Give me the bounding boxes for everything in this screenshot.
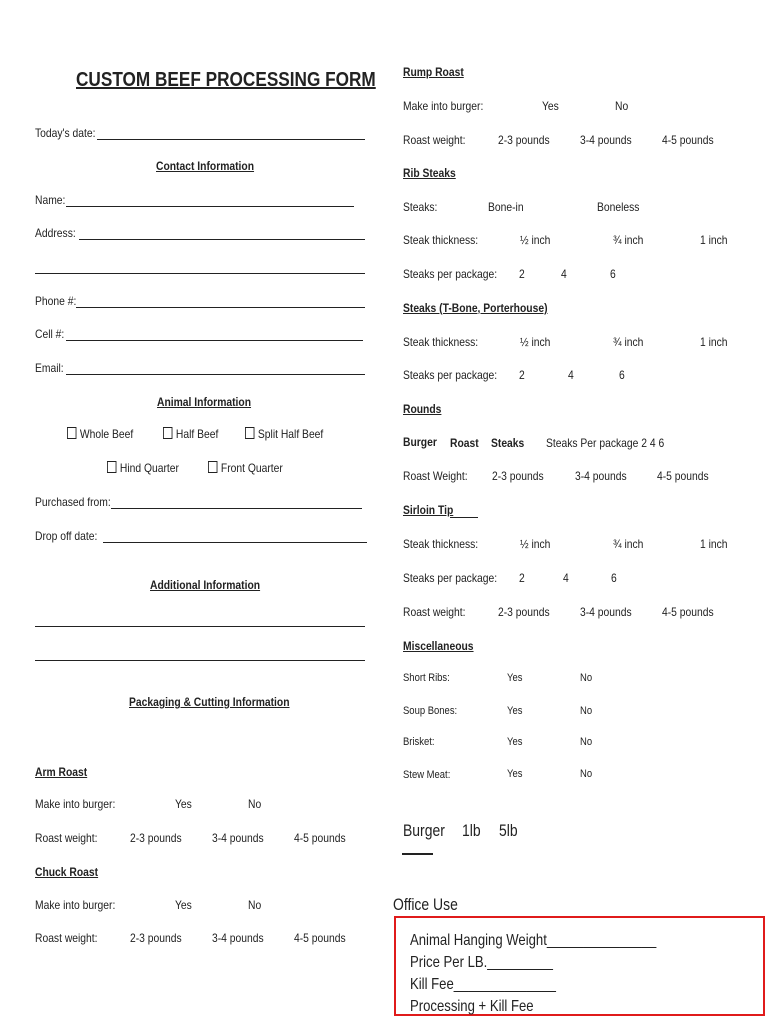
address-label: Address:	[35, 226, 76, 240]
todays-date-label: Today's date:	[35, 126, 96, 140]
whole-beef-option[interactable]: Whole Beef	[67, 427, 133, 441]
sirloin-weight-4-5[interactable]: 4-5 pounds	[662, 605, 714, 619]
arm-burger-no[interactable]: No	[248, 797, 262, 811]
short-ribs-label: Short Ribs:	[403, 672, 450, 684]
chuck-weight-2-3[interactable]: 2-3 pounds	[130, 931, 182, 945]
drop-off-label: Drop off date:	[35, 529, 98, 543]
tbone-thickness-three-quarter[interactable]: ¾ inch	[613, 335, 644, 349]
rib-steaks-heading: Rib Steaks	[403, 166, 456, 180]
tbone-thickness-half[interactable]: ½ inch	[520, 335, 551, 349]
rib-per-pkg-label: Steaks per package:	[403, 267, 498, 281]
packaging-heading: Packaging & Cutting Information	[129, 695, 290, 709]
address-field[interactable]	[79, 239, 365, 240]
phone-label: Phone #:	[35, 294, 77, 308]
processing-kill-fee-field[interactable]: Processing + Kill Fee	[410, 998, 534, 1015]
cell-field[interactable]	[66, 340, 363, 341]
rounds-roast[interactable]: Roast	[450, 436, 479, 450]
rib-thickness-half[interactable]: ½ inch	[520, 233, 551, 247]
rump-weight-3-4[interactable]: 3-4 pounds	[580, 133, 632, 147]
tbone-heading: Steaks (T-Bone, Porterhouse)	[403, 301, 548, 315]
chuck-weight-3-4[interactable]: 3-4 pounds	[212, 931, 264, 945]
front-quarter-option[interactable]: Front Quarter	[208, 461, 283, 475]
cell-label: Cell #:	[35, 327, 65, 341]
rib-thickness-one[interactable]: 1 inch	[700, 233, 728, 247]
tbone-per-pkg-4[interactable]: 4	[568, 368, 574, 382]
chuck-weight-4-5[interactable]: 4-5 pounds	[294, 931, 346, 945]
rounds-steaks[interactable]: Steaks	[491, 436, 525, 450]
rib-per-pkg-2[interactable]: 2	[519, 267, 525, 281]
rib-per-pkg-6[interactable]: 6	[610, 267, 616, 281]
tbone-per-pkg-label: Steaks per package:	[403, 368, 498, 382]
soup-bones-no[interactable]: No	[580, 705, 593, 717]
drop-off-field[interactable]	[103, 542, 367, 543]
checkbox-icon[interactable]	[245, 427, 254, 439]
tbone-thickness-one[interactable]: 1 inch	[700, 335, 728, 349]
brisket-label: Brisket:	[403, 736, 435, 748]
sirloin-underline	[450, 517, 478, 518]
brisket-no[interactable]: No	[580, 736, 593, 748]
checkbox-icon[interactable]	[107, 461, 116, 473]
additional-field-line1[interactable]	[35, 626, 365, 627]
purchased-from-label: Purchased from:	[35, 495, 111, 509]
arm-weight-3-4[interactable]: 3-4 pounds	[212, 831, 264, 845]
sirloin-thickness-half[interactable]: ½ inch	[520, 537, 551, 551]
kill-fee-field[interactable]: Kill Fee______________	[410, 976, 556, 993]
rib-steaks-label: Steaks:	[403, 200, 438, 214]
additional-field-line2[interactable]	[35, 660, 365, 661]
misc-heading: Miscellaneous	[403, 639, 474, 653]
rib-per-pkg-4[interactable]: 4	[561, 267, 567, 281]
email-field[interactable]	[66, 374, 365, 375]
arm-weight-4-5[interactable]: 4-5 pounds	[294, 831, 346, 845]
chuck-burger-no[interactable]: No	[248, 898, 262, 912]
sirloin-per-pkg-6[interactable]: 6	[611, 571, 617, 585]
contact-heading: Contact Information	[156, 159, 255, 173]
rib-boneless[interactable]: Boneless	[597, 200, 640, 214]
phone-field[interactable]	[76, 307, 365, 308]
checkbox-icon[interactable]	[163, 427, 172, 439]
short-ribs-yes[interactable]: Yes	[507, 672, 523, 684]
sirloin-weight-2-3[interactable]: 2-3 pounds	[498, 605, 550, 619]
rump-roast-heading: Rump Roast	[403, 65, 464, 79]
arm-burger-yes[interactable]: Yes	[175, 797, 192, 811]
additional-heading: Additional Information	[150, 578, 261, 592]
tbone-per-pkg-6[interactable]: 6	[619, 368, 625, 382]
brisket-yes[interactable]: Yes	[507, 736, 523, 748]
rump-burger-no[interactable]: No	[615, 99, 629, 113]
split-half-beef-option[interactable]: Split Half Beef	[245, 427, 323, 441]
rounds-heading: Rounds	[403, 402, 442, 416]
sirloin-thickness-label: Steak thickness:	[403, 537, 479, 551]
rounds-weight-label: Roast Weight:	[403, 469, 468, 483]
rounds-steaks-per-pkg[interactable]: Steaks Per package 2 4 6	[546, 436, 665, 450]
rib-thickness-three-quarter[interactable]: ¾ inch	[613, 233, 644, 247]
rump-weight-label: Roast weight:	[403, 133, 466, 147]
price-per-lb-field[interactable]: Price Per LB._________	[410, 954, 553, 971]
rump-burger-yes[interactable]: Yes	[542, 99, 559, 113]
arm-roast-heading: Arm Roast	[35, 765, 88, 779]
todays-date-field[interactable]	[97, 139, 365, 140]
sirloin-weight-label: Roast weight:	[403, 605, 466, 619]
sirloin-heading: Sirloin Tip	[403, 503, 454, 517]
burger-underline	[402, 853, 433, 855]
sirloin-per-pkg-2[interactable]: 2	[519, 571, 525, 585]
form-title: CUSTOM BEEF PROCESSING FORM	[76, 69, 376, 91]
tbone-thickness-label: Steak thickness:	[403, 335, 479, 349]
chuck-burger-yes[interactable]: Yes	[175, 898, 192, 912]
name-label: Name:	[35, 193, 66, 207]
stew-meat-yes[interactable]: Yes	[507, 768, 523, 780]
rump-weight-2-3[interactable]: 2-3 pounds	[498, 133, 550, 147]
rounds-weight-4-5[interactable]: 4-5 pounds	[657, 469, 709, 483]
hanging-weight-field[interactable]: Animal Hanging Weight_______________	[410, 932, 657, 949]
sirloin-per-pkg-label: Steaks per package:	[403, 571, 498, 585]
arm-weight-2-3[interactable]: 2-3 pounds	[130, 831, 182, 845]
chuck-weight-label: Roast weight:	[35, 931, 98, 945]
rib-bone-in[interactable]: Bone-in	[488, 200, 524, 214]
sirloin-thickness-one[interactable]: 1 inch	[700, 537, 728, 551]
office-use-heading: Office Use	[393, 895, 458, 914]
animal-heading: Animal Information	[157, 395, 252, 409]
stew-meat-label: Stew Meat:	[403, 769, 451, 781]
rounds-weight-2-3[interactable]: 2-3 pounds	[492, 469, 544, 483]
email-label: Email:	[35, 361, 64, 375]
stew-meat-no[interactable]: No	[580, 768, 593, 780]
checkbox-icon[interactable]	[67, 427, 76, 439]
address-field-line2[interactable]	[35, 273, 365, 274]
sirloin-weight-3-4[interactable]: 3-4 pounds	[580, 605, 632, 619]
arm-burger-label: Make into burger:	[35, 797, 116, 811]
burger-1lb[interactable]: 1lb	[462, 821, 481, 840]
office-use-box	[394, 916, 765, 1016]
short-ribs-no[interactable]: No	[580, 672, 593, 684]
chuck-roast-heading: Chuck Roast	[35, 865, 99, 879]
rounds-burger[interactable]: Burger	[403, 435, 437, 449]
sirloin-per-pkg-4[interactable]: 4	[563, 571, 569, 585]
half-beef-option[interactable]: Half Beef	[163, 427, 218, 441]
rib-thickness-label: Steak thickness:	[403, 233, 479, 247]
chuck-burger-label: Make into burger:	[35, 898, 116, 912]
hind-quarter-option[interactable]: Hind Quarter	[107, 461, 179, 475]
purchased-from-field[interactable]	[111, 508, 362, 509]
rump-weight-4-5[interactable]: 4-5 pounds	[662, 133, 714, 147]
arm-weight-label: Roast weight:	[35, 831, 98, 845]
rump-burger-label: Make into burger:	[403, 99, 484, 113]
rounds-weight-3-4[interactable]: 3-4 pounds	[575, 469, 627, 483]
soup-bones-label: Soup Bones:	[403, 705, 458, 717]
name-field[interactable]	[66, 206, 354, 207]
soup-bones-yes[interactable]: Yes	[507, 705, 523, 717]
tbone-per-pkg-2[interactable]: 2	[519, 368, 525, 382]
burger-5lb[interactable]: 5lb	[499, 821, 518, 840]
burger-package-label: Burger	[403, 821, 445, 840]
checkbox-icon[interactable]	[208, 461, 217, 473]
sirloin-thickness-three-quarter[interactable]: ¾ inch	[613, 537, 644, 551]
